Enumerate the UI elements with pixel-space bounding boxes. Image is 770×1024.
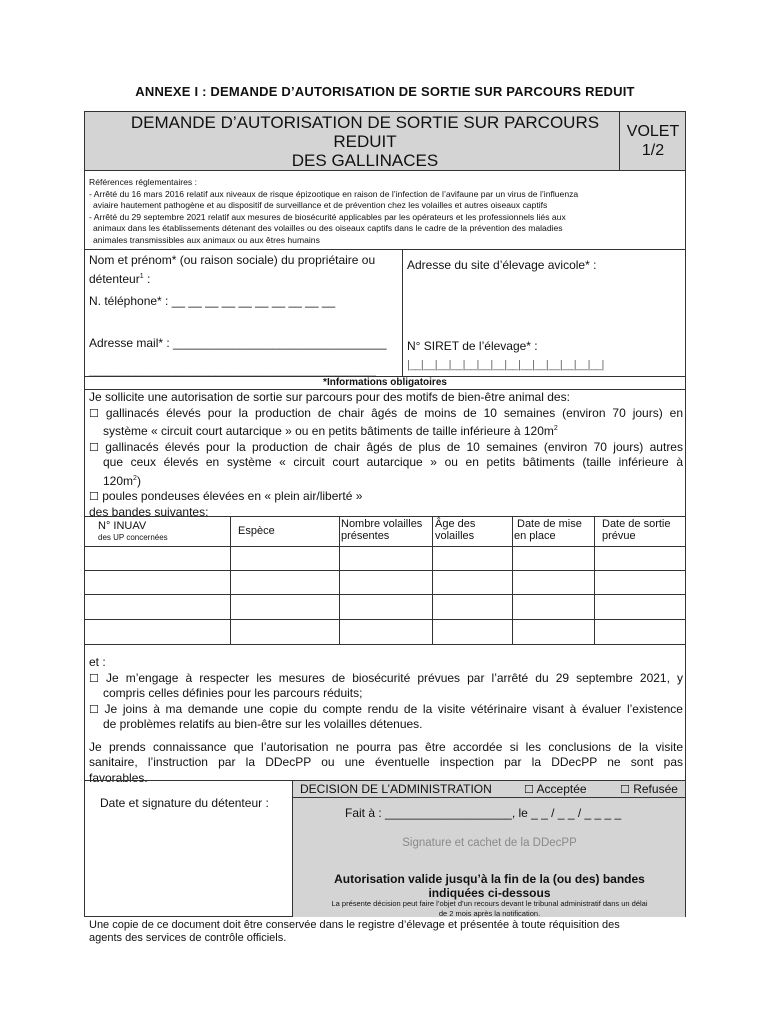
checkbox-icon[interactable]: ☐	[89, 490, 99, 503]
volet-number: 1/2	[641, 142, 665, 159]
column-header-species: Espèce	[238, 525, 275, 537]
commitments-section	[89, 655, 683, 786]
column-header-count: Nombre volailles présentes	[341, 518, 423, 542]
accepted-label: Acceptée	[536, 782, 587, 796]
checkbox-icon[interactable]: ☐	[89, 671, 99, 685]
appeal-line-2: de 2 mois après la notification.	[438, 909, 541, 918]
table-top-line	[84, 516, 686, 517]
superscript: 2	[133, 474, 137, 482]
column-header-age: Âge des volailles	[435, 518, 476, 542]
column-header-inuav	[98, 520, 168, 544]
appeal-line-1: La présente décision peut faire l’objet d’un recours devant le tribunal administratif dans un délai	[331, 899, 648, 908]
option-chair-young[interactable]	[89, 406, 683, 422]
phone-field[interactable]: N. téléphone* : __ __ __ __ __ __ __ __ __ __	[89, 294, 336, 308]
reference-line: - Arrêté du 16 mars 2016 relatif aux niveaux de risque épizootique en raison de l’infection de l’avifaune par un virus de l’influenza	[89, 188, 579, 199]
acknowledgement-line: favorables.	[89, 770, 148, 785]
references-bottom-line	[84, 249, 686, 250]
footnote-marker: 1	[139, 272, 144, 280]
email-field-continuation[interactable]: ___________________________________________	[89, 363, 376, 377]
references-block	[89, 177, 683, 246]
footer-line-2: agents des services de contrôle officiels.	[89, 931, 287, 944]
owner-name-label	[89, 253, 399, 287]
ddecpp-stamp-area: Signature et cachet de la DDecPP	[402, 837, 577, 849]
decision-place-date[interactable]: Fait à : ___________________, le _ _ / _ _ / _ _ _ _	[345, 806, 622, 820]
commitment-vet-report[interactable]	[89, 702, 683, 718]
table-row-line	[84, 570, 686, 571]
acknowledgement-line: sanitaire, l’instruction par la DDecPP ou une éventuelle inspection par la DDecPP ne sont pas	[89, 755, 683, 769]
table-col-line	[512, 516, 513, 644]
table-col-line	[339, 516, 340, 644]
option-text: poules pondeuses élevées en « plein air/liberté »	[102, 489, 363, 503]
owner-name-label-line-2	[89, 269, 399, 288]
option-chair-old-cont2	[89, 471, 683, 490]
checkbox-icon[interactable]: ☐	[524, 783, 534, 796]
validity-note	[293, 872, 686, 900]
checkbox-icon[interactable]: ☐	[89, 702, 99, 716]
option-text: gallinacés élevés pour la production de chair âgés de plus de 10 semaines (environ 70 jours) autres	[105, 439, 683, 454]
decision-title: DECISION DE L’ADMINISTRATION	[300, 782, 492, 796]
table-row-line	[84, 546, 686, 547]
option-text: gallinacés élevés pour la production de chair âgés de moins de 10 semaines (environ 70 jours) en	[105, 405, 683, 420]
title-line-1: DEMANDE D’AUTORISATION DE SORTIE SUR PARCOURS	[130, 113, 600, 132]
title-line-2: REDUIT	[333, 132, 397, 151]
commitment-text: Je joins à ma demande une copie du compte rendu de la visite vétérinaire visant à évaluer l’existence	[104, 701, 683, 716]
title-line-3: DES GALLINACES	[291, 151, 439, 170]
reference-line: - Arrêté du 29 septembre 2021 relatif aux mesures de biosécurité applicables par les opérateurs et les professionnels liés aux	[89, 211, 566, 222]
volet-word: VOLET	[626, 123, 680, 140]
table-row-line	[84, 619, 686, 620]
commitment-biosecurity-cont: compris celles définies pour les parcours réduits;	[103, 686, 363, 700]
option-chair-old[interactable]	[89, 440, 683, 456]
option-text: )	[136, 473, 141, 488]
option-chair-old-cont: que ceux élevés en système « circuit court autarcique » ou en petits bâtiments (taille inférieure à	[103, 455, 683, 469]
holder-signature-label: Date et signature du détenteur :	[100, 796, 269, 810]
column-header-start: Date de mise en place	[514, 518, 582, 542]
references-heading: Références réglementaires :	[89, 177, 197, 187]
option-layers[interactable]	[89, 489, 683, 505]
bands-label: des bandes suivantes:	[89, 504, 209, 519]
footer-note	[89, 919, 689, 944]
table-col-line	[594, 516, 595, 644]
commitment-vet-report-cont: de problèmes relatifs au bien-être sur les volailles détenues.	[103, 717, 423, 731]
form-title	[100, 113, 630, 170]
owner-name-colon: :	[143, 271, 151, 286]
commitment-biosecurity[interactable]	[89, 671, 683, 687]
et-label: et :	[89, 655, 106, 669]
owner-name-label-line-1: Nom et prénom* (ou raison sociale) du propriétaire ou	[89, 253, 376, 267]
request-intro: Je sollicite une autorisation de sortie sur parcours pour des motifs de bien-être animal des:	[89, 390, 570, 404]
option-chair-young-cont	[89, 421, 683, 440]
table-col-line	[230, 516, 231, 644]
column-header-end: Date de sortie prévue	[602, 518, 671, 542]
appeal-note	[293, 899, 686, 919]
checkbox-icon[interactable]: ☐	[89, 440, 99, 454]
reference-line: aviaire hautement pathogène et au dispositif de surveillance et de prévention chez les volailles et autres oiseaux captifs	[93, 200, 548, 210]
siret-boxes[interactable]: |__|__|__|__|__|__|__|__|__|__|__|__|__|__|	[407, 359, 604, 371]
commitment-text: Je m’engage à respecter les mesures de biosécurité prévues par l’arrêté du 29 septembre 2021, y	[105, 670, 683, 685]
reference-line: animaux dans les établissements détenant des volailles ou des oiseaux captifs dans le cadre de la prévention des maladies	[93, 223, 563, 233]
validity-line-2: indiquées ci-dessous	[428, 886, 551, 900]
request-section	[89, 390, 683, 520]
decision-refused[interactable]	[620, 782, 678, 798]
siret-label: N° SIRET de l’élevage* :	[407, 339, 538, 353]
superscript: 2	[553, 425, 558, 432]
reference-line: animales transmissibles aux animaux ou aux êtres humains	[93, 234, 320, 245]
table-row-line	[84, 594, 686, 595]
option-text: système « circuit court autarcique » ou en petits bâtiments de taille inférieure à 120m	[103, 424, 554, 438]
email-field[interactable]: Adresse mail* : ________________________________	[89, 336, 387, 350]
decision-accepted[interactable]	[524, 782, 587, 798]
column-header-inuav-sub: des UP concernées	[98, 533, 168, 542]
refused-label: Refusée	[633, 782, 678, 796]
checkbox-icon[interactable]: ☐	[620, 783, 630, 796]
volet-label	[620, 122, 686, 160]
validity-line-1: Autorisation valide jusqu’à la fin de la (ou des) bandes	[334, 872, 645, 886]
acknowledgement-line: Je prends connaissance que l’autorisation ne pourra pas être accordée si les conclusions de la visite	[89, 739, 683, 754]
checkbox-icon[interactable]: ☐	[89, 406, 99, 420]
header-bottom-line	[84, 170, 686, 171]
mandatory-note: *Informations obligatoires	[323, 377, 447, 388]
site-address-label: Adresse du site d’élevage avicole* :	[407, 258, 597, 272]
table-bottom-line	[84, 644, 686, 645]
owner-name-word: détenteur	[89, 271, 140, 286]
option-text: 120m	[103, 473, 134, 488]
column-header-inuav-label: N° INUAV	[98, 520, 147, 532]
footer-line-1: Une copie de ce document doit être conservée dans le registre d’élevage et présentée à toute réquisition des	[89, 919, 620, 931]
annex-title: ANNEXE I : DEMANDE D’AUTORISATION DE SORTIE SUR PARCOURS REDUIT	[135, 84, 635, 99]
owner-site-divider	[402, 249, 403, 376]
